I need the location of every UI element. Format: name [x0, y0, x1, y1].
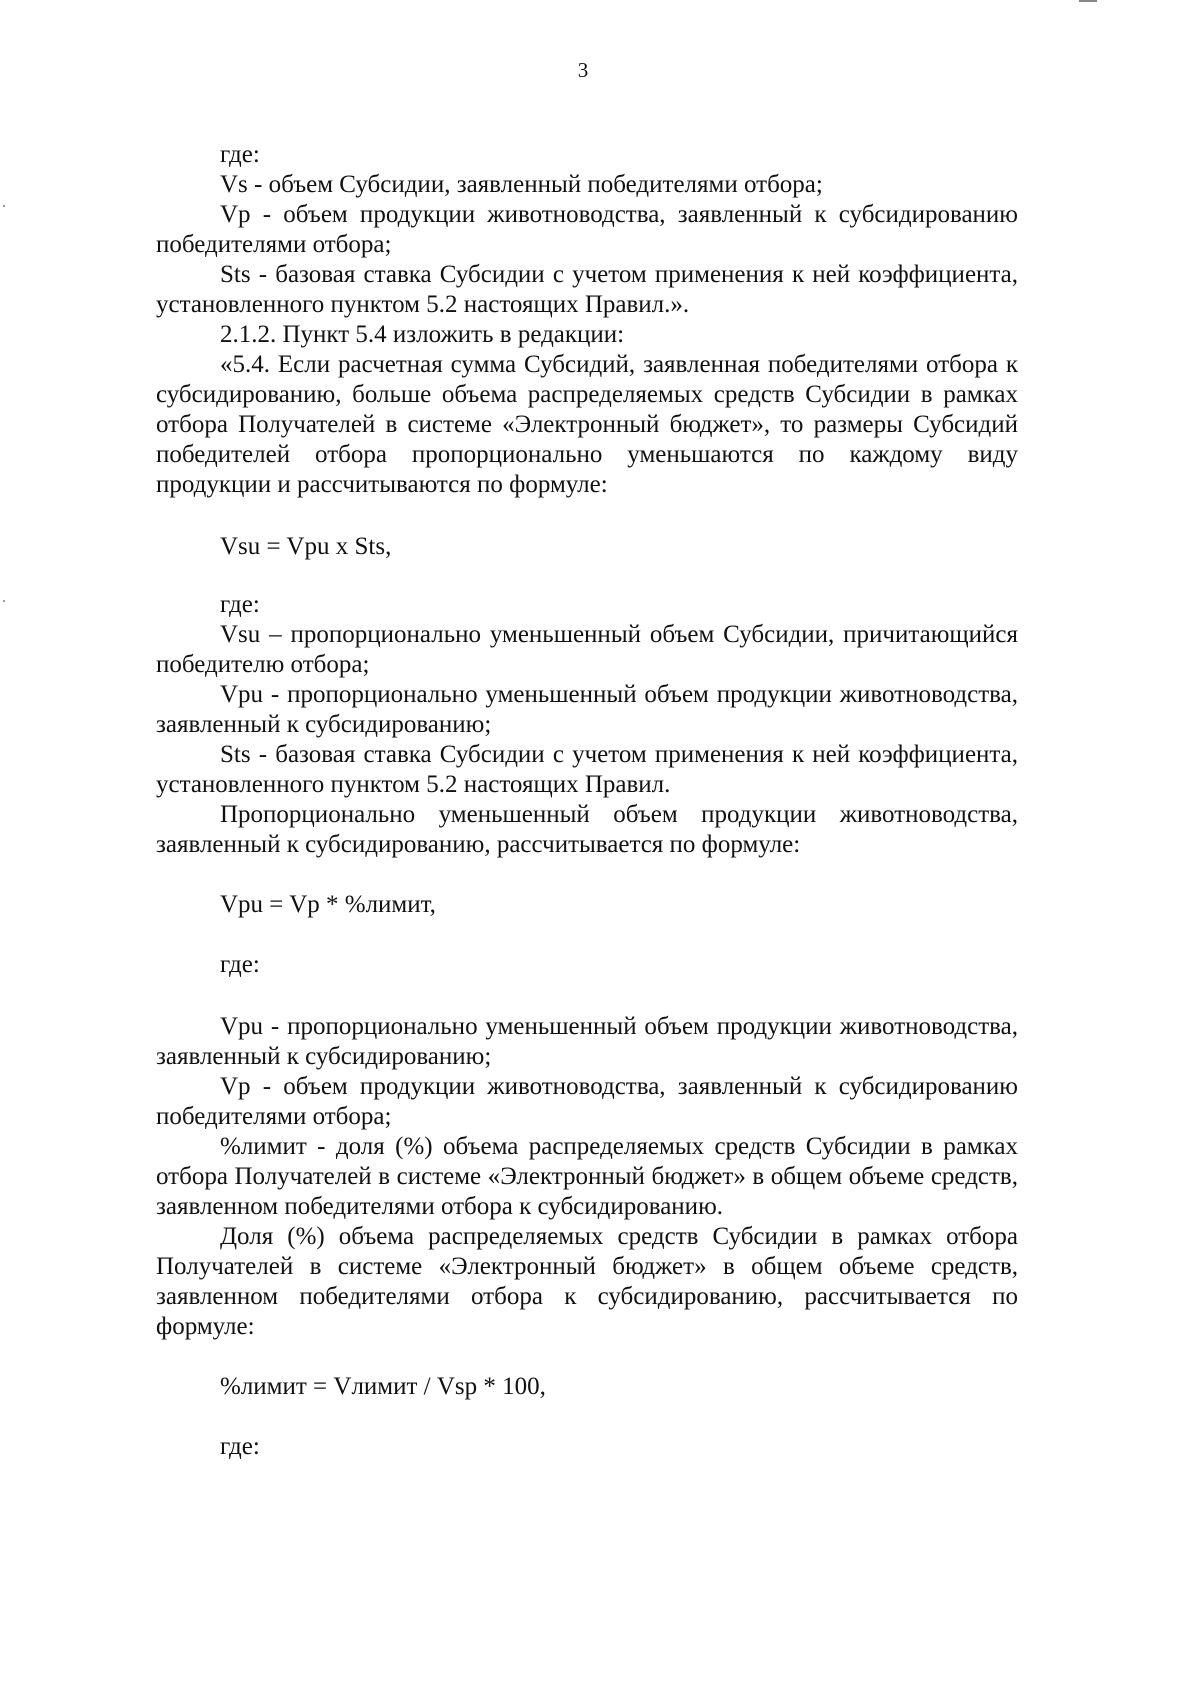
scan-artifact — [1079, 0, 1097, 2]
definition-vsu: Vsu – пропорционально уменьшенный объем Субсидии, причитающийся победителю отбора; — [156, 621, 1018, 678]
definition-vs: Vs - объем Субсидии, заявленный победителями отбора; — [220, 171, 823, 198]
formula-limit: %лимит = Vлимит / Vsp * 100, — [220, 1373, 546, 1400]
section-vpu-definitions — [156, 1012, 1018, 1342]
vpu-intro: Пропорционально уменьшенный объем продукции животноводства, заявленный к субсидированию, рассчитывается по формуле: — [156, 801, 1018, 858]
formula-vsu: Vsu = Vpu x Sts, — [220, 533, 392, 560]
clause-5-4: «5.4. Если расчетная сумма Субсидий, заявленная победителями отбора к субсидированию, больше объема распределяемых средств Субсидии в рамках отбора Получателей в системе «Электронный бюджет», то размеры Субсидий победителей отбора пропорционально уменьшаются по каждому виду продукции и рассчитываются по формуле: — [156, 351, 1018, 498]
scan-artifact — [3, 600, 5, 602]
definition-vpu: Vpu - пропорционально уменьшенный объем продукции животноводства, заявленный к субсидированию; — [156, 681, 1018, 738]
page-number: 3 — [577, 58, 589, 82]
section-vsu-definitions — [156, 590, 1018, 860]
definition-sts: Sts - базовая ставка Субсидии с учетом применения к ней коэффициента, установленного пунктом 5.2 настоящих Правил.». — [156, 261, 1018, 318]
definition-vpu: Vpu - пропорционально уменьшенный объем продукции животноводства, заявленный к субсидированию; — [156, 1013, 1018, 1070]
limit-intro: Доля (%) объема распределяемых средств Субсидии в рамках отбора Получателей в системе «Электронный бюджет» в общем объеме средств, заявленном победителями отбора к субсидированию, рассчитывается по формуле: — [156, 1223, 1018, 1340]
section-upper — [156, 140, 1018, 500]
where-label: где: — [220, 141, 260, 168]
definition-limit: %лимит - доля (%) объема распределяемых средств Субсидии в рамках отбора Получателей в системе «Электронный бюджет» в общем объеме средств, заявленном победителями отбора к субсидированию. — [156, 1133, 1018, 1220]
definition-sts: Sts - базовая ставка Субсидии с учетом применения к ней коэффициента, установленного пунктом 5.2 настоящих Правил. — [156, 741, 1018, 798]
definition-vp: Vp - объем продукции животноводства, заявленный к субсидированию победителями отбора; — [156, 201, 1018, 258]
formula-vpu: Vpu = Vp * %лимит, — [220, 891, 436, 918]
where-label: где: — [220, 951, 260, 978]
definition-vp: Vp - объем продукции животноводства, заявленный к субсидированию победителями отбора; — [156, 1073, 1018, 1130]
where-label: где: — [220, 1433, 260, 1460]
scan-artifact — [3, 205, 5, 207]
amendment-heading: 2.1.2. Пункт 5.4 изложить в редакции: — [220, 321, 625, 348]
where-label: где: — [220, 591, 260, 618]
